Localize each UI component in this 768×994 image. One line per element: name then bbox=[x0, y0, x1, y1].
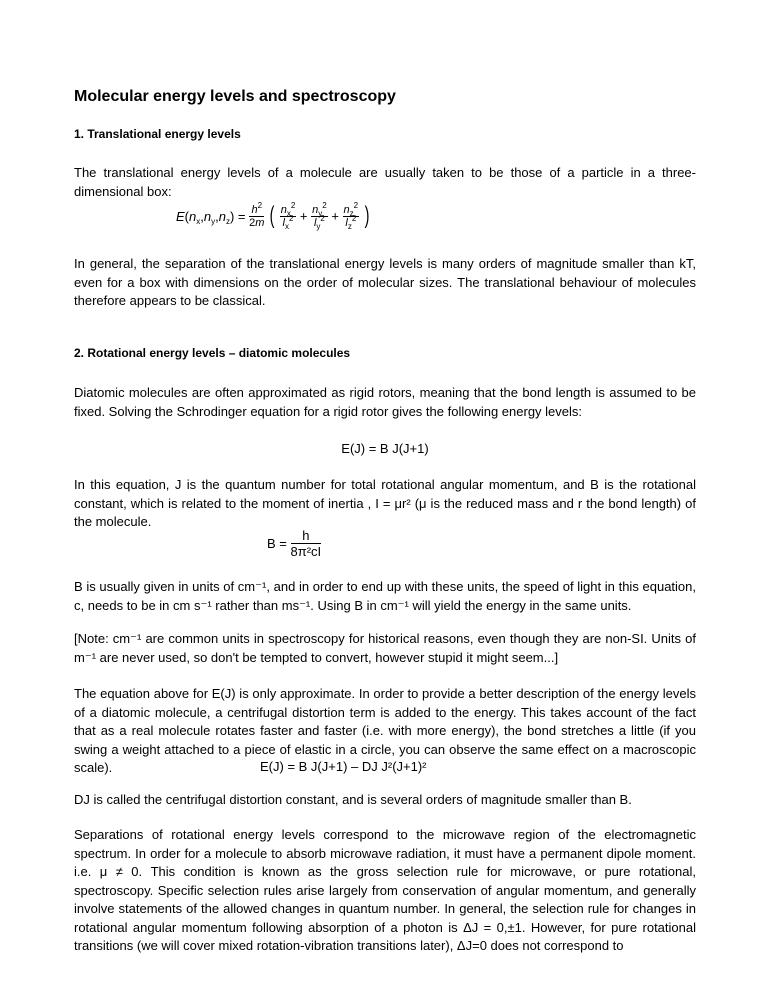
rigid-rotor-equation: E(J) = B J(J+1) bbox=[341, 441, 429, 456]
section-2-paragraph-4: [Note: cm⁻¹ are common units in spectroscopy for historical reasons, even though they are non-SI. Units of m⁻¹ are never used, so don't be tempted to convert, however stupid it might seem...] bbox=[74, 631, 696, 665]
equation-lhs: B = bbox=[267, 536, 287, 551]
section-2-heading: 2. Rotational energy levels – diatomic molecules bbox=[74, 346, 351, 360]
h-over-8pi2cI: $\frac{h}{\text{8π²cI}}$ bbox=[290, 528, 322, 559]
section-2-paragraph-1: Diatomic molecules are often approximated as rigid rotors, meaning that the bond length is assumed to be fixed. Solving the Schrodinger equation for a rigid rotor gives the following energy levels: bbox=[74, 385, 696, 419]
section-1-paragraph-1: The translational energy levels of a molecule are usually taken to be those of a particle in a three-dimensional box: bbox=[74, 165, 696, 199]
section-1-paragraph-2: In general, the separation of the translational energy levels is many orders of magnitude smaller than kT, even for a box with dimensions on the order of molecular sizes. The translational behaviour of molecules therefore appears to be classical. bbox=[74, 256, 696, 308]
rotational-constant-equation bbox=[267, 528, 321, 559]
section-1-heading: 1. Translational energy levels bbox=[74, 127, 241, 141]
section-2-paragraph-7: Separations of rotational energy levels correspond to the microwave region of the electromagnetic spectrum. In order for a molecule to absorb microwave radiation, it must have a permanent dipole moment. i.e. μ ≠ 0. This condition is known as the gross selection rule for microwave, or pure rotational, spectroscopy. Specific selection rules arise largely from conservation of angular momentum, and generally involve statements of the allowed changes in quantum number. In general, the selection rule for changes in rotational angular momentum following absorption of a photon is ΔJ = 0,±1. However, for pure rotational transitions (we will cover mixed rotation-vibration transitions later), ΔJ=0 does not correspond to bbox=[74, 827, 696, 953]
page-title: Molecular energy levels and spectroscopy bbox=[74, 88, 396, 105]
section-2-paragraph-3: B is usually given in units of cm⁻¹, and in order to end up with these units, the speed of light in this equation, c, needs to be in cm s⁻¹ rather than ms⁻¹. Using B in cm⁻¹ will yield the energy in the same units. bbox=[74, 579, 696, 613]
section-2-paragraph-2: In this equation, J is the quantum number for total rotational angular momentum, and B is the rotational constant, which is related to the moment of inertia , I = μr² (μ is the reduced mass and r the bond length) of the molecule. bbox=[74, 477, 696, 529]
section-2-paragraph-5: The equation above for E(J) is only approximate. In order to provide a better description of the energy levels of a diatomic molecule, a centrifugal distortion term is added to the energy. This takes account of the fact that as a real molecule rotates faster and faster (i.e. with more energy), the bond stretches a little (if you swing a weight attached to a piece of elastic in a circle, you can observe the same effect on a macroscopic scale). bbox=[74, 686, 696, 775]
translational-energy-equation: $E(n_x,n_y,n_z)$ = $\frac{h^2}{2m}$ ( $\frac{n_x^2}{l_x^2}$ + $\frac{n_y^2}{l_y^2}$ + $\frac{n_z^2}{l_z^2}$ ) bbox=[176, 200, 370, 231]
section-2-paragraph-6: DJ is called the centrifugal distortion constant, and is several orders of magnitude smaller than B. bbox=[74, 792, 632, 807]
centrifugal-distortion-equation: E(J) = B J(J+1) – DJ J²(J+1)² bbox=[260, 759, 427, 774]
equation-lhs: $E(n_x,n_y,n_z)$ = bbox=[176, 208, 246, 226]
h2-over-2m: $\frac{h^2}{2m}$ bbox=[249, 200, 265, 229]
